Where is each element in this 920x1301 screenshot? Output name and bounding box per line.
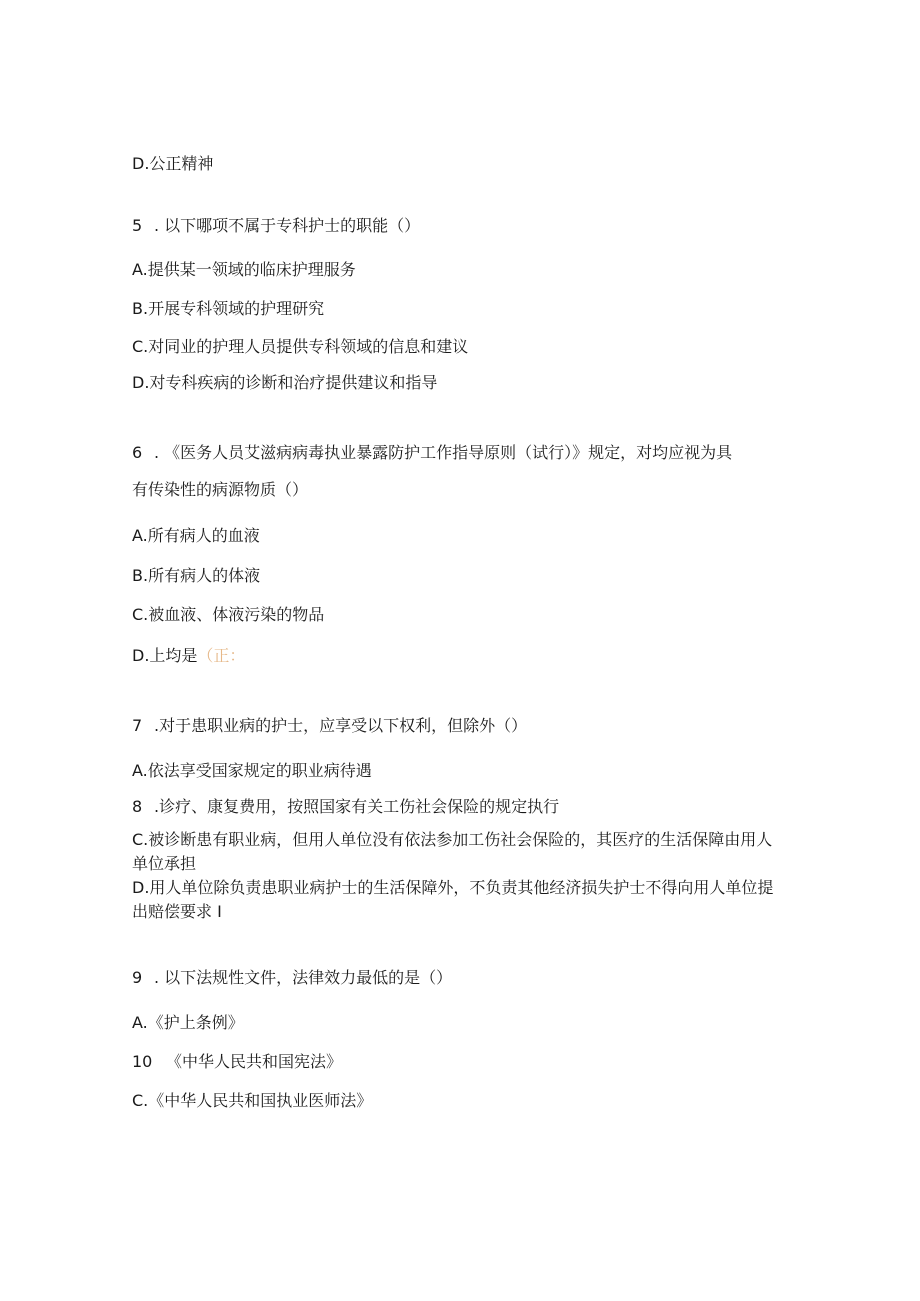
option-text: D.用人单位除负责患职业病护士的生活保障外，不负责其他经济损失护士不得向用人单位提出赔偿要求 I xyxy=(132,878,774,921)
option-text: B.所有病人的体液 xyxy=(132,566,261,585)
option-d xyxy=(132,646,245,666)
question-10 xyxy=(132,1052,342,1072)
question-text-continued: 有传染性的病源物质（） xyxy=(132,480,309,499)
option-text: D.上均是 xyxy=(132,646,198,665)
question-number: 5 xyxy=(132,216,143,235)
question-number: 7 xyxy=(132,716,143,735)
option-text: C.被血液、体液污染的物品 xyxy=(132,605,325,624)
option-text: A.所有病人的血液 xyxy=(132,526,260,545)
option-text: C.《中华人民共和国执业医师法》 xyxy=(132,1091,373,1110)
option-text: C.被诊断患有职业病，但用人单位没有依法参加工伤社会保险的，其医疗的生活保障由用人单位承担 xyxy=(132,830,773,873)
question-number: 8 xyxy=(132,797,143,816)
question-text: . 以下哪项不属于专科护士的职能（） xyxy=(154,216,421,235)
question-number: 10 xyxy=(132,1052,153,1071)
question-number: 6 xyxy=(132,443,143,462)
question-7 xyxy=(132,716,527,736)
question-6 xyxy=(132,443,732,463)
option-text: D.对专科疾病的诊断和治疗提供建议和指导 xyxy=(132,373,438,392)
option-text: A.《护上条例》 xyxy=(132,1013,244,1032)
question-text: .诊疗、康复费用，按照国家有关工伤社会保险的规定执行 xyxy=(154,797,560,816)
option-text: A.提供某一领域的临床护理服务 xyxy=(132,260,356,279)
question-8 xyxy=(132,797,559,817)
question-text: .对于患职业病的护士，应享受以下权利，但除外（） xyxy=(154,716,528,735)
question-text: . 《医务人员艾滋病病毒执业暴露防护工作指导原则（试行）》规定，对均应视为具 xyxy=(154,443,733,462)
faded-annotation: （正： xyxy=(197,646,246,665)
question-text: 《中华人民共和国宪法》 xyxy=(166,1052,343,1071)
option-text: C.对同业的护理人员提供专科领域的信息和建议 xyxy=(132,337,469,356)
question-number: 9 xyxy=(132,968,143,987)
option-text: A.依法享受国家规定的职业病待遇 xyxy=(132,761,372,780)
question-text: . 以下法规性文件，法律效力最低的是（） xyxy=(154,968,453,987)
question-5 xyxy=(132,216,420,236)
option-text: B.开展专科领域的护理研究 xyxy=(132,299,325,318)
question-9 xyxy=(132,968,452,988)
option-text: D.公正精神 xyxy=(132,154,214,173)
